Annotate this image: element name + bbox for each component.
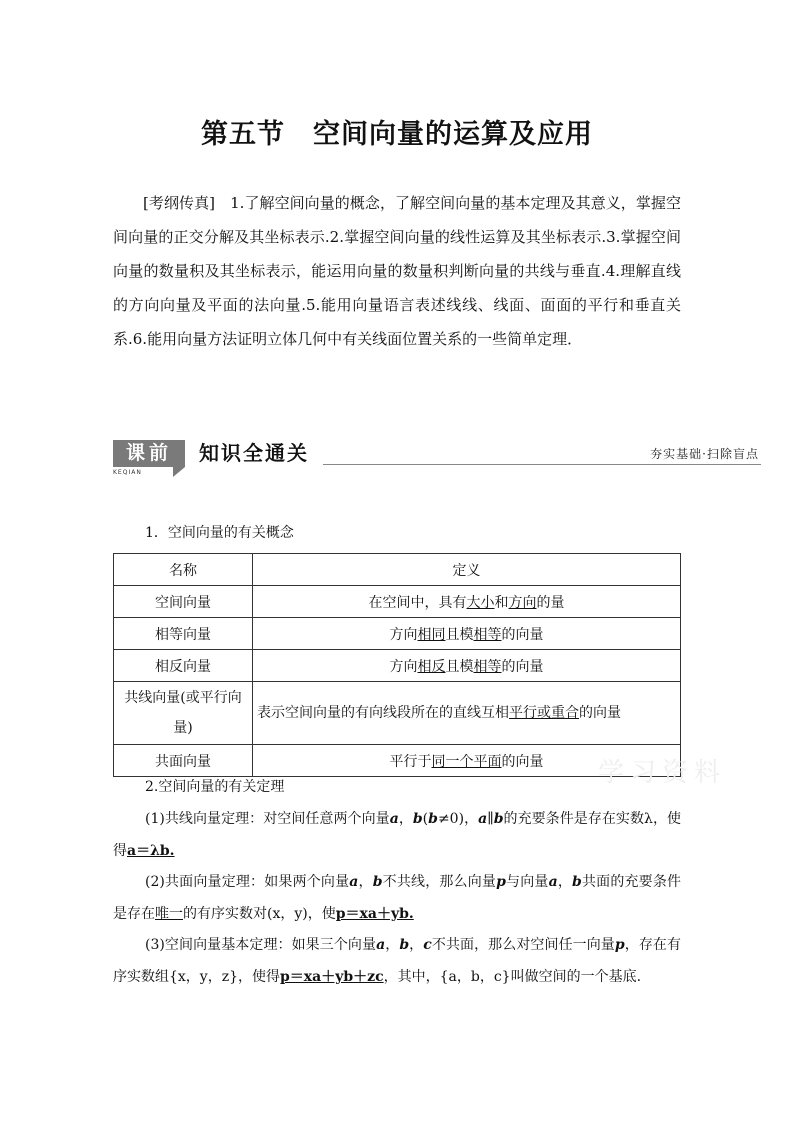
outline-tag: [考纲传真] <box>143 194 215 212</box>
table-row <box>114 586 681 618</box>
table-cell-def: 平行于同一个平面的向量 <box>253 745 681 777</box>
table-row <box>114 745 681 777</box>
table-cell-name: 共面向量 <box>114 745 253 777</box>
table-cell-name: 共线向量(或平行向量) <box>114 682 253 745</box>
section-banner <box>113 440 761 480</box>
table-row <box>114 650 681 682</box>
table-header-row <box>114 554 681 586</box>
table-cell-def: 方向相反且模相等的向量 <box>253 650 681 682</box>
theorem-basis: (3)空间向量基本定理：如果三个向量a，b，c不共面，那么对空间任一向量p，存在有序实数组{x，y，z}，使得p＝xa＋yb＋zc，其中，{a，b，c}叫做空间的一个基底. <box>113 937 681 985</box>
table-cell-def: 在空间中，具有大小和方向的量 <box>253 586 681 618</box>
outline-text: 1.了解空间向量的概念，了解空间向量的基本定理及其意义，掌握空间向量的正交分解及其坐标表示.2.掌握空间向量的线性运算及其坐标表示.3.掌握空间向量的数量积及其坐标表示，能运用向量的数量积判断向量的共线与垂直.4.理解直线的方向向量及平面的法向量.5.能用向量语言表述线线、线面、面面的平行和垂直关系.6.能用向量方法证明立体几何中有关线面位置关系的一些简单定理． <box>113 194 681 348</box>
banner-rule <box>323 464 761 465</box>
theorem-coplanar: (2)共面向量定理：如果两个向量a，b不共线，那么向量p与向量a，b共面的充要条件是存在唯一的有序实数对(x，y)，使p＝xa＋yb. <box>113 874 682 922</box>
table-row <box>114 682 681 745</box>
banner-heading: 知识全通关 <box>199 441 309 465</box>
table-header-def: 定义 <box>253 554 681 586</box>
banner-slogan: 夯实基础·扫除盲点 <box>650 447 759 461</box>
table-cell-name: 空间向量 <box>114 586 253 618</box>
table-cell-name: 相等向量 <box>114 618 253 650</box>
page-title <box>0 112 794 151</box>
banner-box-sub: KEQIAN <box>113 469 142 476</box>
table-header-name: 名称 <box>114 554 253 586</box>
title-section: 第五节 <box>201 119 285 150</box>
watermark: 学习资料 <box>598 758 727 788</box>
table-cell-def: 方向相同且模相等的向量 <box>253 618 681 650</box>
table-cell-def: 表示空间向量的有向线段所在的直线互相平行或重合的向量 <box>253 682 681 745</box>
banner-arrow-icon <box>173 467 185 477</box>
section1-heading: 1．空间向量的有关概念 <box>145 525 294 541</box>
title-text: 空间向量的运算及应用 <box>313 119 593 150</box>
table-row <box>114 618 681 650</box>
exam-outline <box>113 186 681 356</box>
banner-box: 课前 <box>113 440 185 467</box>
table-cell-name: 相反向量 <box>114 650 253 682</box>
theorem-collinear: (1)共线向量定理：对空间任意两个向量a，b(b≠0)，a∥b的充要条件是存在实数λ，使得a＝λb. <box>113 811 682 859</box>
concept-table <box>113 553 681 777</box>
section2-heading: 2.空间向量的有关定理 <box>145 779 285 795</box>
